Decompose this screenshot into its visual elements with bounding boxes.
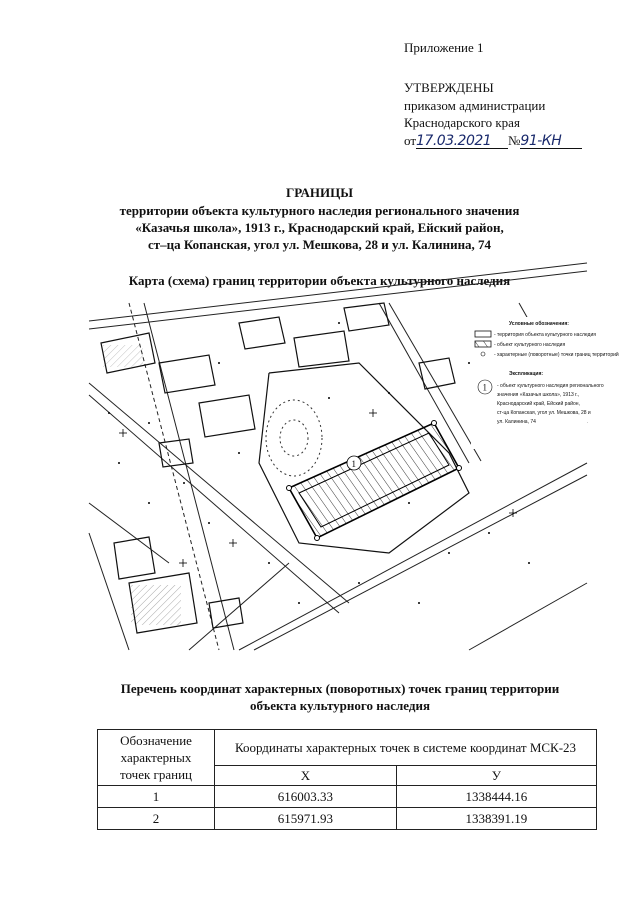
table-row (98, 786, 597, 808)
explication-line-4: ст-ца Копанская, угол ул. Мешкова, 28 и (497, 410, 591, 416)
point-number: 1 (98, 786, 215, 808)
coordinates-heading-line-1: Перечень координат характерных (поворотных) точек границ территории (120, 681, 560, 696)
legend-heading: Условные обозначения: (509, 321, 569, 327)
approved-label: УТВЕРЖДЕНЫ (404, 80, 494, 95)
svg-text:1: 1 (351, 459, 356, 469)
explication-heading: Экспликация: (509, 371, 544, 377)
point-header-line-2: характерных (120, 750, 192, 765)
order-line-2: Краснодарского края (404, 115, 520, 130)
map-caption: Карта (схема) границ территории объекта культурного наследия (128, 273, 511, 288)
point-header-line-3: точек границ (119, 767, 193, 782)
point-header-line-1: Обозначение (120, 733, 192, 748)
number-prefix: № (508, 132, 521, 148)
handwritten-number: 91-КН (520, 134, 582, 149)
legend-item-points: - характерные (поворотные) точки границ территорий (494, 352, 619, 358)
y-coordinate: 1338391.19 (396, 808, 596, 830)
title-line-3: ст–ца Копанская, угол ул. Мешкова, 28 и ул. Калинина, 74 (147, 237, 492, 252)
coordinates-heading-line-2: объекта культурного наследия (250, 698, 430, 713)
date-number-line (404, 132, 582, 150)
x-coordinate: 615971.93 (215, 808, 397, 830)
x-column-header: X (215, 766, 397, 786)
y-column-header: У (396, 766, 596, 786)
table-row (98, 808, 597, 830)
appendix-label: Приложение 1 (404, 40, 484, 55)
boundary-map (89, 303, 619, 650)
date-prefix: от (404, 132, 417, 148)
handwritten-date: 17.03.2021 (416, 134, 508, 149)
point-number: 2 (98, 808, 215, 830)
title-line-1: территории объекта культурного наследия регионального значения (119, 203, 520, 218)
order-line-1: приказом администрации (404, 97, 546, 113)
explication-line-1: - объект культурного наследия регионального (497, 383, 604, 389)
coordinates-table (97, 729, 597, 830)
explication-line-2: значения «Казачья школа», 1913 г., (497, 392, 580, 398)
point-header-cell (98, 730, 215, 786)
title-line-2: «Казачья школа», 1913 г., Краснодарский край, Ейский район, (135, 220, 504, 235)
y-coordinate: 1338444.16 (396, 786, 596, 808)
legend-item-object: - объект культурного наследия (494, 342, 566, 348)
coordinates-system-header: Координаты характерных точек в системе координат МСК-23 (215, 730, 597, 766)
explication-marker: 1 (482, 382, 487, 393)
explication-line-5: ул. Калинина, 74 (497, 419, 536, 425)
document-heading: ГРАНИЦЫ (285, 185, 354, 200)
explication-line-3: Краснодарский край, Ейский район, (497, 401, 580, 407)
approval-block (404, 79, 582, 149)
legend-item-territory: - территория объекта культурного наследия (494, 332, 596, 338)
x-coordinate: 616003.33 (215, 786, 397, 808)
